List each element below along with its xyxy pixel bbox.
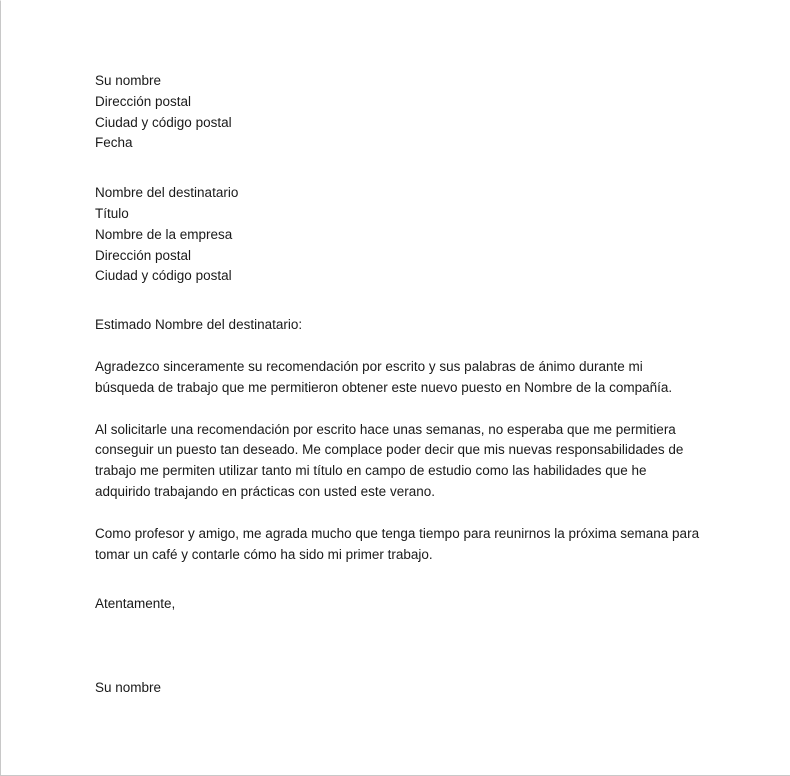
recipient-address-block [95, 183, 701, 287]
sender-line-date: Fecha [95, 135, 133, 151]
sender-line-name: Su nombre [95, 73, 162, 88]
sender-line-city: Ciudad y código postal [95, 114, 232, 130]
salutation: Estimado Nombre del destinatario: [95, 317, 303, 333]
recipient-line-company: Nombre de la empresa [95, 226, 233, 242]
recipient-line-city: Ciudad y código postal [95, 268, 232, 284]
letter-body [95, 71, 701, 699]
closing-line: Atentamente, [95, 596, 176, 612]
recipient-line-name: Nombre del destinatario [95, 185, 239, 201]
body-paragraph-1: Agradezco sinceramente su recomendación por escrito y sus palabras de ánimo durante mi búsqueda de trabajo que me permitieron obtener este nuevo puesto en Nombre de la compañía. [95, 358, 673, 395]
recipient-line-title: Título [95, 205, 129, 221]
sender-line-street: Dirección postal [95, 93, 192, 109]
sender-address-block [95, 71, 701, 154]
body-paragraph-3: Como profesor y amigo, me agrada mucho que tenga tiempo para reunirnos la próxima semana para tomar un café y contarle cómo ha sido mi primer trabajo. [95, 525, 700, 562]
body-paragraph-2: Al solicitarle una recomendación por escrito hace unas semanas, no esperaba que me permitiera conseguir un puesto tan deseado. Me complace poder decir que mis nuevas responsabilidades de trabajo me permiten utilizar tanto mi título en campo de estudio como las habilidades que he adquirido trabajando en prácticas con usted este verano. [95, 421, 684, 499]
signature-line: Su nombre [95, 680, 162, 696]
recipient-line-street: Dirección postal [95, 247, 192, 263]
